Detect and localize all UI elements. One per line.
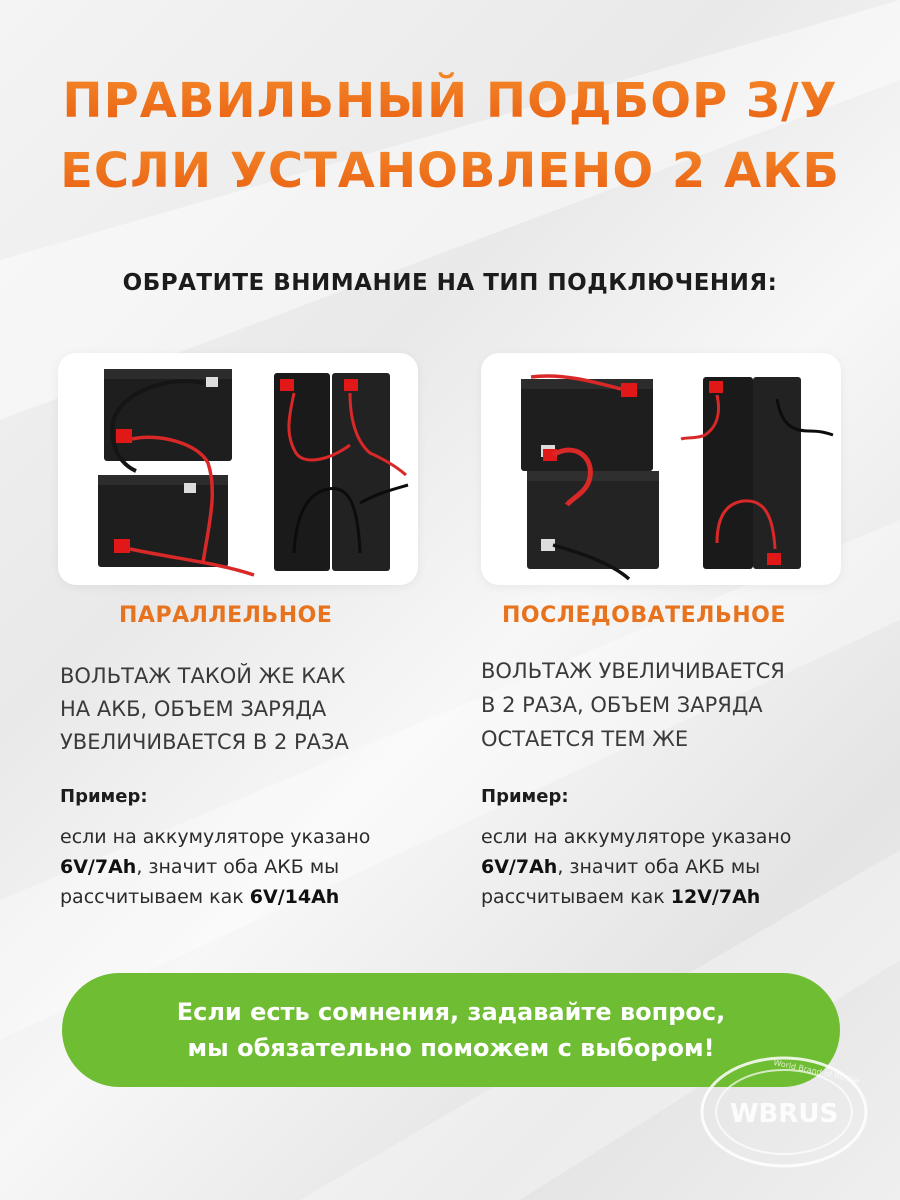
parallel-description-line-3: УВЕЛИЧИВАЕТСЯ В 2 РАЗА [60,730,349,754]
parallel-example-line-3-prefix: рассчитываем как [60,886,250,908]
wbrus-watermark-logo [698,1052,870,1172]
parallel-example-result-value: 6V/14Ah [249,886,340,908]
watermark-ring-text: World Brand of Russia [772,1058,861,1086]
cta-line-1: Если есть сомнения, задавайте вопрос, [176,998,726,1026]
parallel-example-line-1: если на аккумуляторе указано [60,826,371,848]
parallel-description-line-1: ВОЛЬТАЖ ТАКОЙ ЖЕ КАК [60,664,346,688]
series-example-line-3 [481,882,791,912]
parallel-title: ПАРАЛЛЕЛЬНОЕ [119,603,333,628]
series-title: ПОСЛЕДОВАТЕЛЬНОЕ [502,603,786,628]
parallel-description-line-2: НА АКБ, ОБЪЕМ ЗАРЯДА [60,697,327,721]
series-description-line-2: В 2 РАЗА, ОБЪЕМ ЗАРЯДА [481,693,763,717]
parallel-example-line-2 [60,852,370,882]
series-example-text [481,822,791,912]
parallel-example-line-2-rest: , значит оба АКБ мы [136,856,340,878]
headline-line-2: ЕСЛИ УСТАНОВЛЕНО 2 АКБ [0,138,900,204]
series-example-input-value: 6V/7Ah [481,856,558,878]
series-connection-photo [481,353,841,585]
cta-line-2: мы обязательно поможем с выбором! [187,1034,715,1062]
series-example-line-2-rest: , значит оба АКБ мы [557,856,761,878]
series-example-label: Пример: [481,786,569,807]
parallel-example-text [60,822,370,912]
series-example-line-2 [481,852,791,882]
series-example-line-1: если на аккумуляторе указано [481,826,792,848]
parallel-example-input-value: 6V/7Ah [60,856,137,878]
series-example-result-value: 12V/7Ah [670,886,761,908]
parallel-example-label: Пример: [60,786,148,807]
series-example-line-3-prefix: рассчитываем как [481,886,671,908]
parallel-connection-photo [58,353,418,585]
parallel-example-line-3 [60,882,370,912]
watermark-text: WBRUS [729,1099,839,1129]
series-description-line-1: ВОЛЬТАЖ УВЕЛИЧИВАЕТСЯ [481,659,785,683]
headline-line-1: ПРАВИЛЬНЫЙ ПОДБОР З/У [0,68,900,134]
subheading: ОБРАТИТЕ ВНИМАНИЕ НА ТИП ПОДКЛЮЧЕНИЯ: [122,270,778,296]
series-description-line-3: ОСТАЕТСЯ ТЕМ ЖЕ [481,727,689,751]
